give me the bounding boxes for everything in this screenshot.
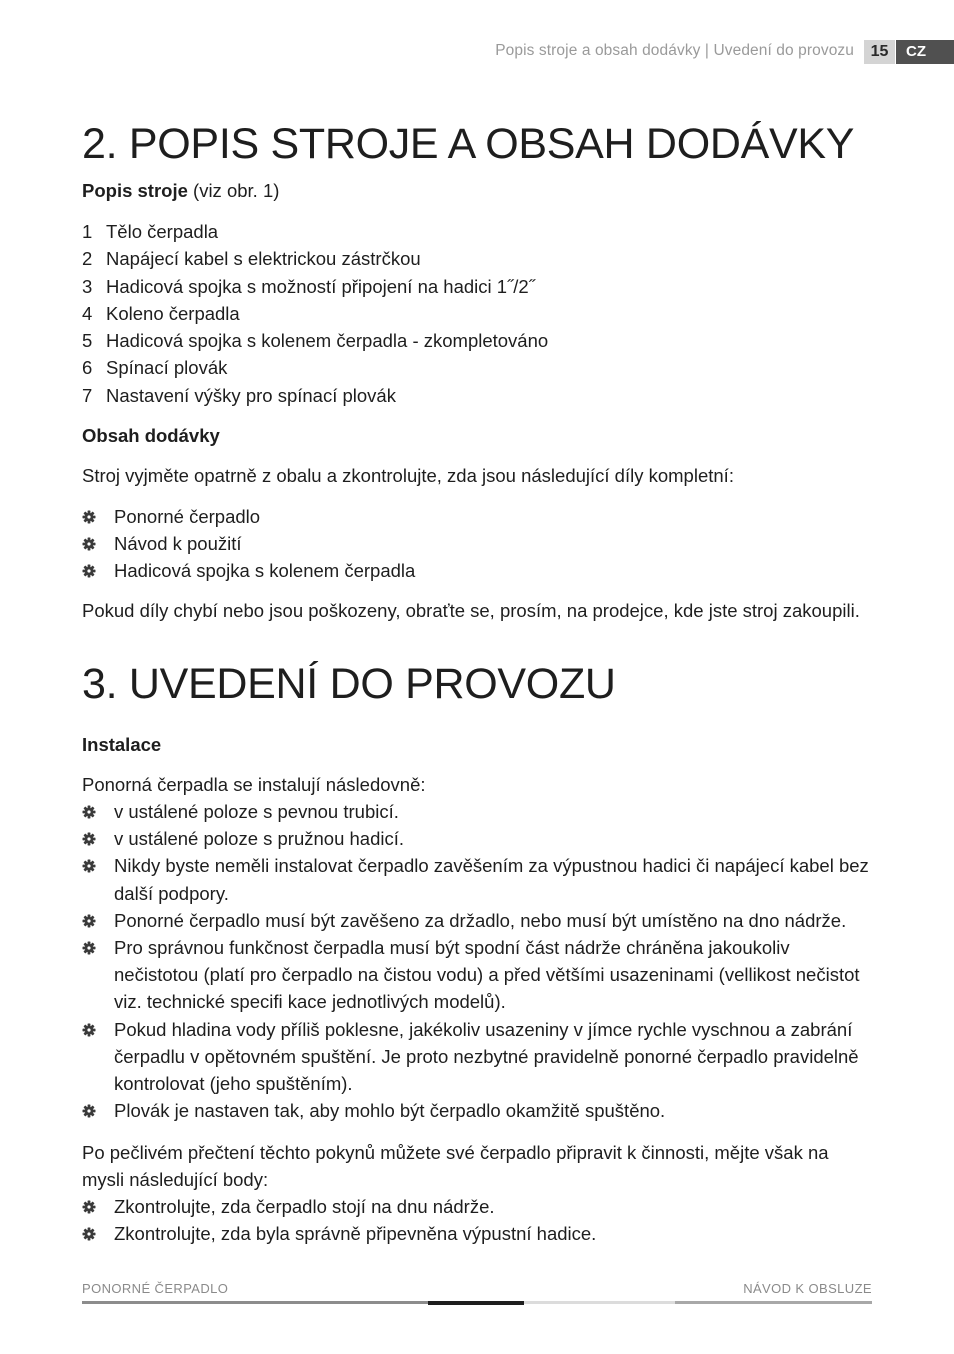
- item-text: Hadicová spojka s kolenem čerpadla: [114, 560, 416, 582]
- list-item: [82, 852, 872, 906]
- bullet-icon: [82, 530, 114, 557]
- item-text: Zkontrolujte, zda čerpadlo stojí na dnu nádrže.: [114, 1196, 495, 1217]
- bullet-icon: [82, 1193, 114, 1220]
- page-number: 15: [864, 40, 895, 64]
- bullet-icon: [82, 825, 114, 852]
- item-text: Plovák je nastaven tak, aby mohlo být čerpadlo okamžitě spuštěno.: [114, 1100, 666, 1122]
- parts-list: [82, 218, 872, 409]
- list-item: [82, 273, 872, 300]
- item-text: Pro správnou funkčnost čerpadla musí být spodní část nádrže chráněna jakoukoliv nečistotou (platí pro čerpadlo na čistou vodu) a před většími usazeninami (vellikost nečistot viz. technické specifi kace jednotlivých modelů).: [114, 937, 860, 1013]
- list-item: [82, 1193, 872, 1220]
- bullet-icon: [82, 798, 114, 825]
- bullet-icon: [82, 557, 114, 584]
- item-number: 7: [82, 384, 93, 406]
- language-badge: CZ: [896, 40, 954, 64]
- installation-list: [82, 798, 872, 1124]
- item-text: v ustálené poloze s pružnou hadicí.: [114, 828, 405, 850]
- item-text: Spínací plovák: [106, 357, 228, 379]
- item-text: Zkontrolujte, zda byla správně připevněna výpustní hadice.: [114, 1223, 597, 1245]
- list-item: [82, 382, 872, 409]
- list-item: [82, 798, 872, 825]
- bullet-icon: [82, 1097, 114, 1124]
- bullet-icon: [82, 1016, 114, 1098]
- bullet-icon: [82, 1220, 114, 1247]
- figure-reference: (viz obr. 1): [187, 180, 280, 201]
- item-number: 6: [82, 357, 93, 379]
- preparation-list: [82, 1193, 872, 1247]
- item-number: 4: [82, 302, 93, 324]
- item-number: 5: [82, 330, 93, 352]
- list-item: [82, 1016, 872, 1098]
- missing-parts-note: Pokud díly chybí nebo jsou poškozeny, obraťte se, prosím, na prodejce, kde jste stroj zakoupili.: [82, 600, 860, 621]
- section-3-title: 3. UVEDENÍ DO PROVOZU: [82, 660, 616, 708]
- item-text: v ustálené poloze s pevnou trubicí.: [114, 801, 399, 822]
- bullet-icon: [82, 907, 114, 934]
- footer-rule: [82, 1301, 872, 1305]
- item-text: Pokud hladina vody příliš poklesne, jakékoliv usazeniny v jímce rychle vyschnou a zabrání čerpadlu v opětovném spuštění. Je proto nezbytné pravidelně ponorné čerpadlo pravidelně kontrolovat (jeho spuštěním).: [114, 1018, 859, 1095]
- installation-intro: Ponorná čerpadla se instalují následovně:: [82, 774, 426, 795]
- section-2-title: 2. POPIS STROJE A OBSAH DODÁVKY: [82, 120, 855, 168]
- installation-heading: Instalace: [82, 734, 162, 755]
- item-text: Koleno čerpadla: [106, 302, 240, 324]
- item-number: 1: [82, 221, 93, 242]
- preparation-intro: Po pečlivém přečtení těchto pokynů můžete své čerpadlo připravit k činnosti, mějte však na mysli následující body:: [82, 1142, 829, 1190]
- bullet-icon: [82, 852, 114, 906]
- list-item: [82, 218, 872, 245]
- running-header: Popis stroje a obsah dodávky | Uvedení do provozu: [495, 42, 854, 59]
- item-text: Návod k použití: [114, 533, 242, 555]
- delivery-intro: Stroj vyjměte opatrně z obalu a zkontrolujte, zda jsou následující díly kompletní:: [82, 465, 734, 486]
- item-text: Ponorné čerpadlo: [114, 506, 261, 527]
- item-text: Hadicová spojka s kolenem čerpadla - zkompletováno: [106, 330, 549, 352]
- delivery-contents-heading: Obsah dodávky: [82, 425, 220, 446]
- item-text: Nastavení výšky pro spínací plovák: [106, 384, 396, 406]
- list-item: [82, 557, 872, 584]
- item-text: Napájecí kabel s elektrickou zástrčkou: [106, 248, 421, 270]
- item-text: Tělo čerpadla: [106, 221, 219, 242]
- item-number: 2: [82, 248, 93, 270]
- delivery-list: [82, 503, 872, 585]
- item-number: 3: [82, 275, 93, 297]
- item-text: Ponorné čerpadlo musí být zavěšeno za držadlo, nebo musí být umístěno na dno nádrže.: [114, 909, 847, 931]
- list-item: [82, 300, 872, 327]
- list-item: [82, 907, 872, 934]
- list-item: [82, 1097, 872, 1124]
- item-text: Nikdy byste neměli instalovat čerpadlo zavěšením za výpustnou hadici či napájecí kabel bez další podpory.: [114, 855, 869, 904]
- footer-product-name: PONORNÉ ČERPADLO: [82, 1281, 229, 1296]
- list-item: [82, 825, 872, 852]
- list-item: [82, 503, 872, 530]
- list-item: [82, 1220, 872, 1247]
- list-item: [82, 354, 872, 381]
- bullet-icon: [82, 503, 114, 530]
- list-item: [82, 530, 872, 557]
- machine-description-heading: [82, 180, 279, 202]
- item-text: Hadicová spojka s možností připojení na hadici 1˝/2˝: [106, 275, 535, 297]
- bullet-icon: [82, 934, 114, 1016]
- list-item: [82, 934, 872, 1016]
- machine-description-label: Popis stroje: [82, 180, 188, 201]
- footer-document-type: NÁVOD K OBSLUZE: [743, 1281, 872, 1296]
- list-item: [82, 245, 872, 272]
- list-item: [82, 327, 872, 354]
